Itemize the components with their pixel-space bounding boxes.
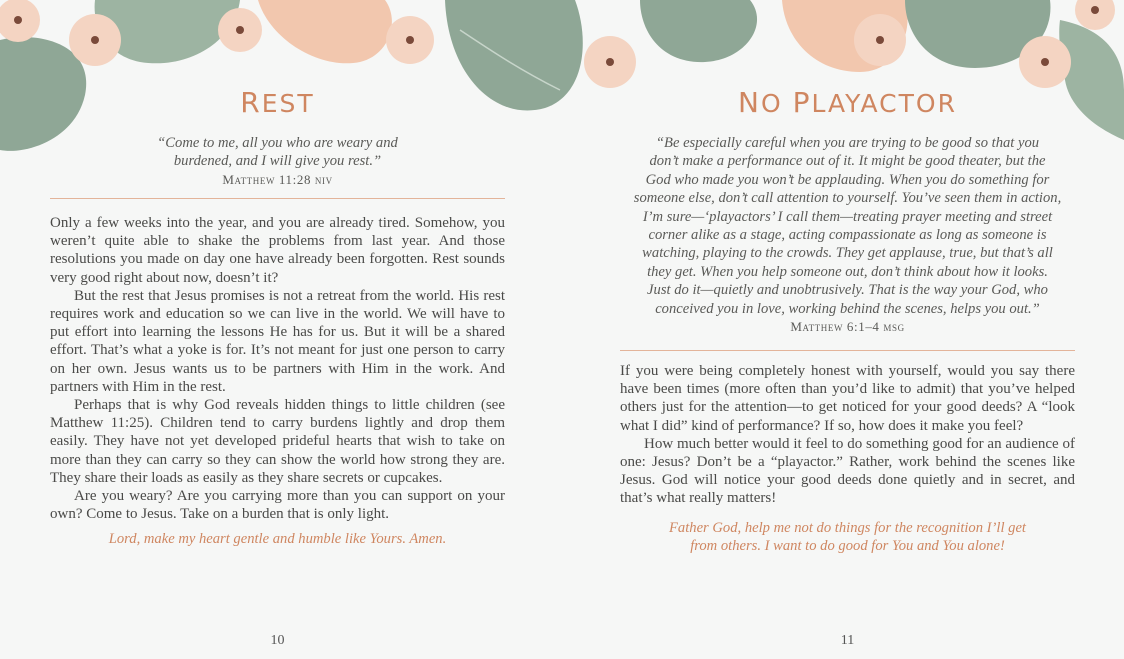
divider	[620, 350, 1075, 351]
paragraph: How much better would it feel to do something good for an audience of one: Jesus? Don’t be a “playactor.” Rather, work behind the scenes like Jesus. God will notice your good deeds done quietly and in secret, and that’s what really matters!	[620, 435, 1075, 507]
right-page	[620, 0, 1075, 659]
epigraph-line: corner alike as a stage, acting compassionate as long as someone is	[648, 227, 1047, 244]
prayer-line: Lord, make my heart gentle and humble like Yours. Amen.	[108, 531, 447, 547]
epigraph-line: God who made you won’t be applauding. When you do something for	[645, 171, 1050, 188]
epigraph-line: watching, playing to the crowds. They get applause, true, but that’s all	[642, 245, 1053, 262]
epigraph-line: burdened, and I will give you rest.”	[173, 153, 382, 170]
epigraph-line: I’m sure—‘playactors’ I call them—treating prayer meeting and street	[642, 208, 1053, 225]
page-title: NO PLAYACTOR	[738, 86, 957, 119]
scripture-reference: Matthew 6:1–4 msg	[790, 319, 905, 335]
page-number: 10	[270, 633, 285, 648]
devotional-body	[50, 214, 505, 523]
page-number: 11	[840, 633, 855, 648]
epigraph	[620, 134, 1075, 336]
paragraph: Perhaps that is why God reveals hidden things to little children (see Matthew 11:25). Children tend to carry burdens lightly and drop them easily. They have not yet developed prideful hearts that wish to take on more than they can carry so they can show the world how strong they are. They share their loads as easily as they share secrets or cupcakes.	[50, 397, 505, 486]
prayer-line: Father God, help me not do things for the recognition I’ll get	[669, 520, 1026, 536]
epigraph-line: someone else, don’t call attention to yourself. You’ve seen them in action,	[633, 190, 1062, 207]
epigraph-line: “Come to me, all you who are weary and	[157, 135, 398, 151]
scripture-reference: Matthew 11:28 niv	[222, 171, 333, 187]
paragraph: If you were being completely honest with yourself, would you say there have been times (more often than you’d like to admit) that you’ve helped others just for the attention—to get noticed for your good deeds? A “look what I did” kind of performance? If so, how does it make you feel?	[620, 363, 1075, 434]
paragraph: Are you weary? Are you carrying more than you can support on your own? Come to Jesus. Take on a burden that is only light.	[50, 488, 505, 523]
page-title: REST	[240, 86, 315, 119]
epigraph-line: Just do it—quietly and unobtrusively. That is the way your God, who	[647, 282, 1048, 299]
prayer	[50, 530, 505, 548]
paragraph: Only a few weeks into the year, and you are already tired. Somehow, you weren’t quite able to shake the problems from last year. And those resolutions you made on day one have already been forgotten. Rest sounds very good right about now, doesn’t it?	[50, 215, 505, 286]
epigraph-line: “Be especially careful when you are trying to be good so that you	[655, 135, 1040, 151]
left-page	[50, 0, 505, 659]
epigraph-line: they get. When you help someone out, don’t think about how it looks.	[647, 263, 1048, 280]
epigraph	[50, 134, 505, 189]
epigraph-line: don’t make a performance out of it. It might be good theater, but the	[649, 153, 1046, 170]
divider	[50, 198, 505, 199]
devotional-body	[620, 362, 1075, 508]
prayer-line: from others. I want to do good for You and You alone!	[690, 538, 1005, 555]
epigraph-line: conceived you in love, working behind the scenes, helps you out.”	[655, 300, 1040, 317]
prayer	[620, 519, 1075, 556]
paragraph: But the rest that Jesus promises is not a retreat from the world. His rest requires work and education so we can live in the world. We will have to put effort into learning the lessons He has for us. But it will be a shared effort. That’s what a yoke is for. It’s not meant for just one person to carry on her own. Jesus wants us to be partners with Him in the work. And partners with Him in the rest.	[50, 287, 505, 395]
